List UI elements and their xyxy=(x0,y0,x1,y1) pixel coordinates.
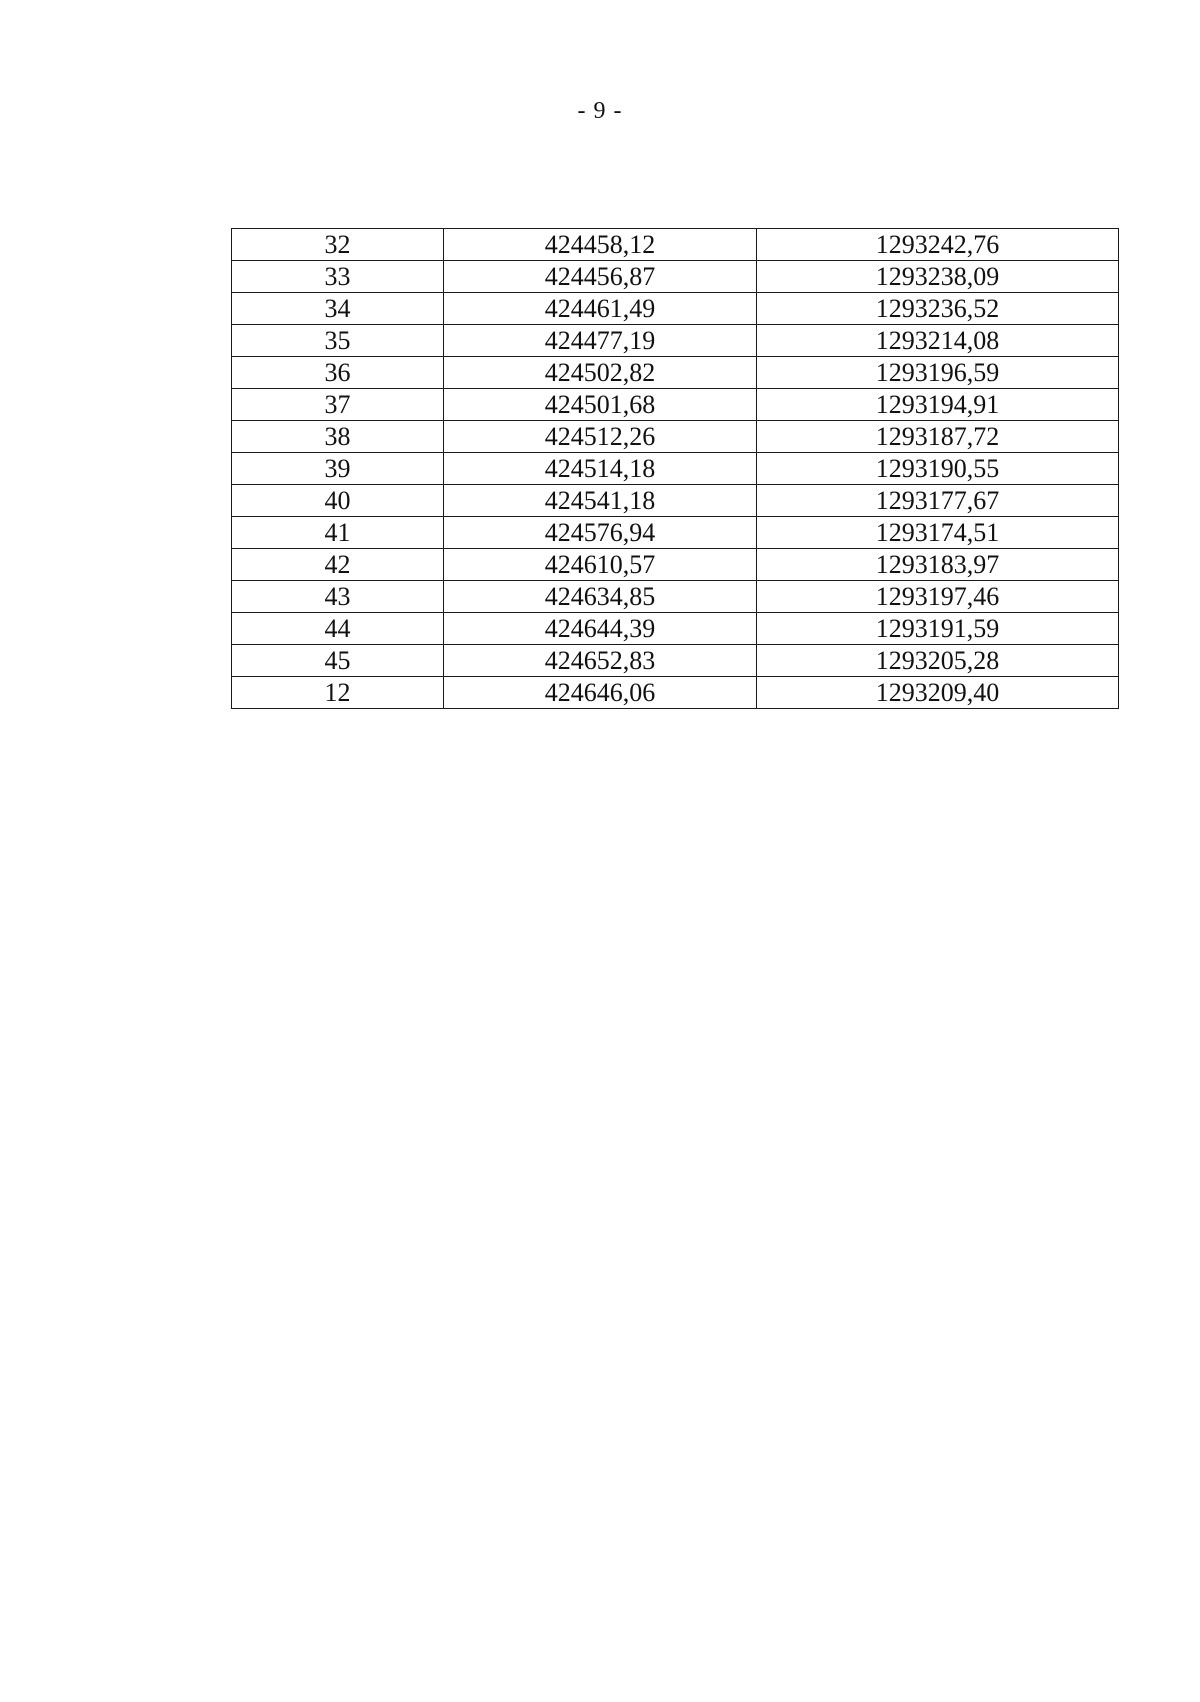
x-coordinate-cell: 424646,06 xyxy=(444,677,757,709)
x-coordinate-cell: 424576,94 xyxy=(444,517,757,549)
x-coordinate-cell: 424644,39 xyxy=(444,613,757,645)
table-row xyxy=(232,293,1119,325)
point-number-cell: 40 xyxy=(232,485,444,517)
x-coordinate-cell: 424652,83 xyxy=(444,645,757,677)
x-coordinate-cell: 424502,82 xyxy=(444,357,757,389)
point-number-cell: 43 xyxy=(232,581,444,613)
x-coordinate-cell: 424456,87 xyxy=(444,261,757,293)
point-number-cell: 42 xyxy=(232,549,444,581)
point-number-cell: 41 xyxy=(232,517,444,549)
y-coordinate-cell: 1293205,28 xyxy=(757,645,1119,677)
point-number-cell: 44 xyxy=(232,613,444,645)
y-coordinate-cell: 1293197,46 xyxy=(757,581,1119,613)
x-coordinate-cell: 424634,85 xyxy=(444,581,757,613)
y-coordinate-cell: 1293174,51 xyxy=(757,517,1119,549)
y-coordinate-cell: 1293242,76 xyxy=(757,229,1119,261)
point-number-cell: 39 xyxy=(232,453,444,485)
point-number-cell: 34 xyxy=(232,293,444,325)
x-coordinate-cell: 424477,19 xyxy=(444,325,757,357)
y-coordinate-cell: 1293191,59 xyxy=(757,613,1119,645)
table-row xyxy=(232,261,1119,293)
y-coordinate-cell: 1293177,67 xyxy=(757,485,1119,517)
table-row xyxy=(232,421,1119,453)
table-row xyxy=(232,485,1119,517)
coordinates-table-body xyxy=(232,229,1119,709)
coordinates-table xyxy=(231,228,1119,709)
y-coordinate-cell: 1293190,55 xyxy=(757,453,1119,485)
y-coordinate-cell: 1293209,40 xyxy=(757,677,1119,709)
table-row xyxy=(232,357,1119,389)
y-coordinate-cell: 1293183,97 xyxy=(757,549,1119,581)
x-coordinate-cell: 424610,57 xyxy=(444,549,757,581)
page-number: - 9 - xyxy=(577,98,623,124)
table-row xyxy=(232,517,1119,549)
point-number-cell: 37 xyxy=(232,389,444,421)
x-coordinate-cell: 424501,68 xyxy=(444,389,757,421)
table-row xyxy=(232,453,1119,485)
y-coordinate-cell: 1293238,09 xyxy=(757,261,1119,293)
point-number-cell: 32 xyxy=(232,229,444,261)
point-number-cell: 38 xyxy=(232,421,444,453)
point-number-cell: 45 xyxy=(232,645,444,677)
table-row xyxy=(232,581,1119,613)
table-row xyxy=(232,229,1119,261)
table-row xyxy=(232,549,1119,581)
table-row xyxy=(232,645,1119,677)
point-number-cell: 12 xyxy=(232,677,444,709)
table-row xyxy=(232,325,1119,357)
table-row xyxy=(232,613,1119,645)
y-coordinate-cell: 1293214,08 xyxy=(757,325,1119,357)
x-coordinate-cell: 424458,12 xyxy=(444,229,757,261)
y-coordinate-cell: 1293187,72 xyxy=(757,421,1119,453)
y-coordinate-cell: 1293194,91 xyxy=(757,389,1119,421)
x-coordinate-cell: 424541,18 xyxy=(444,485,757,517)
x-coordinate-cell: 424514,18 xyxy=(444,453,757,485)
point-number-cell: 33 xyxy=(232,261,444,293)
table-row xyxy=(232,389,1119,421)
point-number-cell: 35 xyxy=(232,325,444,357)
table-row xyxy=(232,677,1119,709)
y-coordinate-cell: 1293236,52 xyxy=(757,293,1119,325)
y-coordinate-cell: 1293196,59 xyxy=(757,357,1119,389)
point-number-cell: 36 xyxy=(232,357,444,389)
x-coordinate-cell: 424512,26 xyxy=(444,421,757,453)
x-coordinate-cell: 424461,49 xyxy=(444,293,757,325)
